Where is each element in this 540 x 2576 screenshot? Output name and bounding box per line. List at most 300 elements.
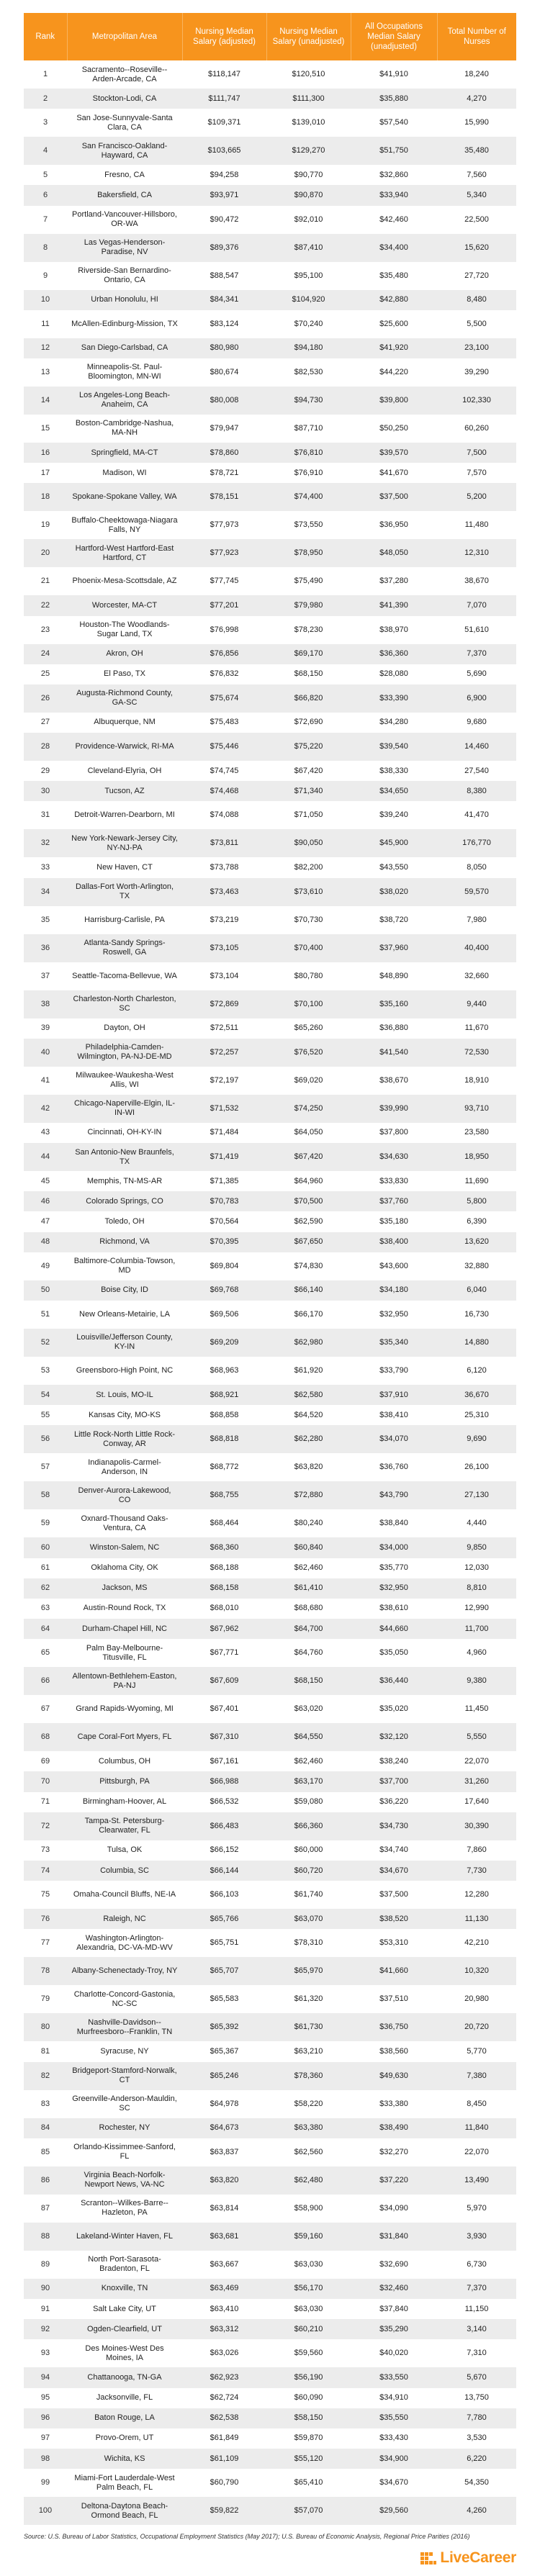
cell-total-nurses: 8,810 [437,1578,516,1599]
cell-nursing-adjusted: $74,745 [182,761,266,781]
cell-rank: 96 [24,2408,67,2428]
table-row [24,1143,516,1171]
cell-nursing-adjusted: $68,755 [182,1481,266,1509]
cell-metro: Dayton, OH [67,1018,182,1039]
cell-all-occupations: $38,400 [351,1232,437,1252]
table-row [24,934,516,962]
cell-all-occupations: $34,000 [351,1537,437,1558]
cell-nursing-unadjusted: $63,020 [266,1695,351,1723]
table-row [24,2195,516,2223]
cell-metro: Akron, OH [67,644,182,664]
cell-metro: Houston-The Woodlands-Sugar Land, TX [67,616,182,644]
cell-rank: 27 [24,713,67,733]
cell-all-occupations: $35,160 [351,990,437,1018]
cell-metro: Wichita, KS [67,2449,182,2469]
cell-metro: Des Moines-West Des Moines, IA [67,2339,182,2367]
cell-nursing-adjusted: $70,564 [182,1211,266,1231]
table-row [24,878,516,906]
cell-nursing-adjusted: $64,978 [182,2090,266,2118]
cell-nursing-adjusted: $62,724 [182,2388,266,2408]
table-row [24,2166,516,2195]
cell-all-occupations: $35,020 [351,1695,437,1723]
table-row [24,1578,516,1599]
table-row [24,165,516,185]
table-row [24,2449,516,2469]
cell-total-nurses: 6,120 [437,1357,516,1385]
cell-total-nurses: 31,260 [437,1771,516,1791]
cell-nursing-unadjusted: $74,250 [266,1095,351,1123]
cell-rank: 55 [24,1405,67,1425]
table-row [24,2090,516,2118]
cell-total-nurses: 102,330 [437,387,516,415]
cell-rank: 3 [24,109,67,137]
table-row [24,206,516,234]
cell-all-occupations: $42,880 [351,290,437,310]
cell-total-nurses: 36,670 [437,1385,516,1405]
cell-rank: 23 [24,616,67,644]
cell-nursing-adjusted: $93,971 [182,185,266,205]
cell-total-nurses: 7,560 [437,165,516,185]
cell-rank: 56 [24,1425,67,1453]
table-row [24,338,516,358]
cell-nursing-unadjusted: $65,970 [266,1957,351,1985]
cell-metro: Tucson, AZ [67,781,182,801]
table-row [24,310,516,338]
table-row [24,511,516,539]
table-row [24,1812,516,1840]
cell-nursing-adjusted: $63,820 [182,2166,266,2195]
cell-all-occupations: $37,510 [351,1985,437,2013]
cell-nursing-unadjusted: $73,610 [266,878,351,906]
cell-nursing-unadjusted: $62,560 [266,2138,351,2166]
table-row [24,1509,516,1537]
cell-all-occupations: $28,080 [351,664,437,684]
cell-rank: 75 [24,1881,67,1909]
cell-rank: 78 [24,1957,67,1985]
cell-all-occupations: $40,020 [351,2339,437,2367]
cell-metro: Baton Rouge, LA [67,2408,182,2428]
cell-nursing-unadjusted: $94,730 [266,387,351,415]
table-row [24,733,516,761]
cell-total-nurses: 93,710 [437,1095,516,1123]
cell-nursing-adjusted: $88,547 [182,262,266,290]
cell-all-occupations: $57,540 [351,109,437,137]
cell-total-nurses: 9,680 [437,713,516,733]
cell-nursing-adjusted: $72,511 [182,1018,266,1039]
cell-nursing-unadjusted: $129,270 [266,137,351,165]
table-row [24,1558,516,1578]
cell-nursing-unadjusted: $72,690 [266,713,351,733]
table-row [24,1425,516,1453]
cell-metro: Lakeland-Winter Haven, FL [67,2223,182,2251]
cell-total-nurses: 11,840 [437,2118,516,2138]
cell-nursing-adjusted: $80,980 [182,338,266,358]
cell-metro: Jacksonville, FL [67,2388,182,2408]
cell-metro: Rochester, NY [67,2118,182,2138]
cell-total-nurses: 11,700 [437,1619,516,1639]
header-total-nurses: Total Number of Nurses [437,13,516,60]
cell-nursing-adjusted: $68,818 [182,1425,266,1453]
table-row [24,1385,516,1405]
cell-nursing-adjusted: $65,246 [182,2062,266,2090]
table-row [24,1909,516,1929]
cell-total-nurses: 17,640 [437,1792,516,1812]
table-row [24,2408,516,2428]
cell-nursing-adjusted: $64,673 [182,2118,266,2138]
cell-all-occupations: $36,880 [351,1018,437,1039]
cell-total-nurses: 7,730 [437,1861,516,1881]
table-row [24,1252,516,1280]
cell-nursing-unadjusted: $63,170 [266,1771,351,1791]
cell-total-nurses: 4,260 [437,2497,516,2525]
cell-nursing-unadjusted: $62,280 [266,1425,351,1453]
table-row [24,857,516,877]
cell-nursing-unadjusted: $70,730 [266,906,351,934]
cell-rank: 50 [24,1280,67,1301]
cell-total-nurses: 25,310 [437,1405,516,1425]
cell-metro: Cleveland-Elyria, OH [67,761,182,781]
cell-all-occupations: $37,840 [351,2299,437,2319]
cell-all-occupations: $51,750 [351,137,437,165]
cell-nursing-unadjusted: $80,780 [266,962,351,990]
cell-nursing-adjusted: $103,665 [182,137,266,165]
cell-nursing-unadjusted: $70,400 [266,934,351,962]
cell-metro: Memphis, TN-MS-AR [67,1171,182,1191]
cell-nursing-unadjusted: $70,240 [266,310,351,338]
cell-rank: 87 [24,2195,67,2223]
cell-rank: 10 [24,290,67,310]
cell-nursing-adjusted: $63,667 [182,2251,266,2279]
cell-metro: Riverside-San Bernardino-Ontario, CA [67,262,182,290]
cell-metro: Omaha-Council Bluffs, NE-IA [67,1881,182,1909]
cell-metro: Albany-Schenectady-Troy, NY [67,1957,182,1985]
cell-all-occupations: $34,740 [351,1840,437,1861]
cell-nursing-unadjusted: $61,320 [266,1985,351,2013]
cell-all-occupations: $36,760 [351,1453,437,1481]
cell-rank: 65 [24,1639,67,1667]
cell-metro: St. Louis, MO-IL [67,1385,182,1405]
cell-rank: 77 [24,1929,67,1957]
cell-rank: 61 [24,1558,67,1578]
cell-total-nurses: 18,910 [437,1067,516,1095]
cell-nursing-adjusted: $68,858 [182,1405,266,1425]
cell-all-occupations: $35,880 [351,89,437,109]
table-row [24,358,516,387]
cell-metro: Harrisburg-Carlisle, PA [67,906,182,934]
cell-all-occupations: $35,770 [351,1558,437,1578]
cell-all-occupations: $34,730 [351,1812,437,1840]
cell-rank: 17 [24,463,67,483]
cell-nursing-unadjusted: $63,070 [266,1909,351,1929]
cell-metro: Little Rock-North Little Rock-Conway, AR [67,1425,182,1453]
cell-nursing-unadjusted: $56,190 [266,2367,351,2387]
cell-nursing-unadjusted: $79,980 [266,595,351,615]
cell-rank: 4 [24,137,67,165]
table-row [24,1840,516,1861]
cell-nursing-unadjusted: $75,220 [266,733,351,761]
cell-all-occupations: $35,340 [351,1329,437,1357]
cell-total-nurses: 9,850 [437,1537,516,1558]
cell-nursing-adjusted: $65,751 [182,1929,266,1957]
cell-all-occupations: $25,600 [351,310,437,338]
cell-metro: Columbus, OH [67,1751,182,1771]
cell-all-occupations: $36,440 [351,1667,437,1695]
cell-rank: 43 [24,1123,67,1143]
cell-total-nurses: 8,480 [437,290,516,310]
cell-total-nurses: 11,690 [437,1171,516,1191]
table-row [24,781,516,801]
cell-nursing-adjusted: $65,367 [182,2041,266,2061]
cell-all-occupations: $34,670 [351,2469,437,2497]
cell-nursing-adjusted: $83,124 [182,310,266,338]
cell-nursing-unadjusted: $59,870 [266,2428,351,2449]
cell-metro: Portland-Vancouver-Hillsboro, OR-WA [67,206,182,234]
cell-nursing-unadjusted: $66,170 [266,1301,351,1329]
table-row [24,684,516,713]
cell-metro: Cincinnati, OH-KY-IN [67,1123,182,1143]
cell-rank: 70 [24,1771,67,1791]
cell-all-occupations: $37,280 [351,567,437,595]
cell-rank: 76 [24,1909,67,1929]
source-note: Source: U.S. Bureau of Labor Statistics, Occupational Employment Statistics (May 2017); U.S. Bureau of Economic Analysis, Regional Price Parities (2016) [24,2533,470,2540]
cell-nursing-adjusted: $90,472 [182,206,266,234]
cell-nursing-adjusted: $94,258 [182,165,266,185]
cell-all-occupations: $35,480 [351,262,437,290]
cell-nursing-adjusted: $67,962 [182,1619,266,1639]
cell-nursing-unadjusted: $58,150 [266,2408,351,2428]
cell-metro: Dallas-Fort Worth-Arlington, TX [67,878,182,906]
cell-rank: 52 [24,1329,67,1357]
cell-all-occupations: $33,380 [351,2090,437,2118]
cell-total-nurses: 35,480 [437,137,516,165]
cell-nursing-unadjusted: $64,760 [266,1639,351,1667]
cell-total-nurses: 22,070 [437,1751,516,1771]
cell-all-occupations: $44,660 [351,1619,437,1639]
cell-rank: 1 [24,60,67,89]
cell-nursing-unadjusted: $64,960 [266,1171,351,1191]
cell-rank: 91 [24,2299,67,2319]
cell-metro: Sacramento--Roseville--Arden-Arcade, CA [67,60,182,89]
cell-rank: 86 [24,2166,67,2195]
cell-total-nurses: 11,130 [437,1909,516,1929]
cell-all-occupations: $38,240 [351,1751,437,1771]
cell-nursing-adjusted: $79,947 [182,415,266,443]
cell-total-nurses: 72,530 [437,1039,516,1067]
cell-nursing-unadjusted: $75,490 [266,567,351,595]
cell-all-occupations: $32,690 [351,2251,437,2279]
cell-metro: Greenville-Anderson-Mauldin, SC [67,2090,182,2118]
cell-all-occupations: $32,950 [351,1578,437,1599]
cell-rank: 7 [24,206,67,234]
header-all-occupations: All Occupations Median Salary (unadjusted) [351,13,437,60]
cell-nursing-unadjusted: $73,550 [266,511,351,539]
cell-total-nurses: 20,980 [437,1985,516,2013]
table-row [24,1039,516,1067]
cell-nursing-unadjusted: $58,900 [266,2195,351,2223]
cell-total-nurses: 7,860 [437,1840,516,1861]
cell-all-occupations: $33,430 [351,2428,437,2449]
cell-metro: Worcester, MA-CT [67,595,182,615]
cell-total-nurses: 5,340 [437,185,516,205]
table-row [24,713,516,733]
cell-nursing-unadjusted: $60,210 [266,2319,351,2339]
cell-rank: 35 [24,906,67,934]
cell-rank: 83 [24,2090,67,2118]
cell-total-nurses: 11,150 [437,2299,516,2319]
cell-rank: 6 [24,185,67,205]
cell-metro: Albuquerque, NM [67,713,182,733]
cell-nursing-adjusted: $77,745 [182,567,266,595]
cell-nursing-adjusted: $66,103 [182,1881,266,1909]
cell-nursing-unadjusted: $120,510 [266,60,351,89]
cell-nursing-unadjusted: $57,070 [266,2497,351,2525]
cell-all-occupations: $38,610 [351,1599,437,1619]
cell-nursing-adjusted: $71,419 [182,1143,266,1171]
cell-rank: 44 [24,1143,67,1171]
table-row [24,89,516,109]
cell-total-nurses: 14,460 [437,733,516,761]
cell-nursing-adjusted: $77,201 [182,595,266,615]
table-row [24,2062,516,2090]
cell-metro: San Diego-Carlsbad, CA [67,338,182,358]
cell-nursing-unadjusted: $69,170 [266,644,351,664]
cell-rank: 40 [24,1039,67,1067]
cell-all-occupations: $34,630 [351,1143,437,1171]
cell-nursing-unadjusted: $90,870 [266,185,351,205]
cell-metro: Provo-Orem, UT [67,2428,182,2449]
cell-nursing-unadjusted: $62,580 [266,1385,351,1405]
cell-nursing-adjusted: $73,463 [182,878,266,906]
cell-metro: Fresno, CA [67,165,182,185]
cell-nursing-unadjusted: $65,410 [266,2469,351,2497]
cell-metro: Cape Coral-Fort Myers, FL [67,1723,182,1751]
cell-nursing-unadjusted: $70,500 [266,1191,351,1211]
cell-nursing-unadjusted: $64,550 [266,1723,351,1751]
cell-rank: 92 [24,2319,67,2339]
cell-nursing-adjusted: $73,104 [182,962,266,990]
cell-all-occupations: $44,220 [351,358,437,387]
cell-nursing-unadjusted: $59,080 [266,1792,351,1812]
cell-nursing-unadjusted: $62,590 [266,1211,351,1231]
cell-nursing-adjusted: $69,804 [182,1252,266,1280]
cell-rank: 64 [24,1619,67,1639]
cell-total-nurses: 10,320 [437,1957,516,1985]
table-row [24,1771,516,1791]
cell-rank: 57 [24,1453,67,1481]
cell-nursing-unadjusted: $66,140 [266,1280,351,1301]
cell-rank: 34 [24,878,67,906]
cell-total-nurses: 5,550 [437,1723,516,1751]
cell-metro: Tampa-St. Petersburg-Clearwater, FL [67,1812,182,1840]
table-row [24,1667,516,1695]
table-row [24,1792,516,1812]
cell-all-occupations: $36,220 [351,1792,437,1812]
cell-nursing-unadjusted: $87,710 [266,415,351,443]
cell-all-occupations: $48,890 [351,962,437,990]
cell-nursing-unadjusted: $67,420 [266,1143,351,1171]
cell-total-nurses: 30,390 [437,1812,516,1840]
cell-all-occupations: $49,630 [351,2062,437,2090]
cell-rank: 97 [24,2428,67,2449]
cell-all-occupations: $33,790 [351,1357,437,1385]
cell-nursing-unadjusted: $59,560 [266,2339,351,2367]
cell-rank: 89 [24,2251,67,2279]
cell-all-occupations: $39,990 [351,1095,437,1123]
cell-nursing-unadjusted: $95,100 [266,262,351,290]
table-row [24,567,516,595]
table-row [24,1537,516,1558]
cell-nursing-adjusted: $63,026 [182,2339,266,2367]
table-row [24,1751,516,1771]
cell-all-occupations: $43,790 [351,1481,437,1509]
cell-rank: 95 [24,2388,67,2408]
cell-all-occupations: $38,520 [351,1909,437,1929]
cell-nursing-unadjusted: $68,150 [266,1667,351,1695]
cell-rank: 90 [24,2279,67,2299]
table-row [24,2319,516,2339]
cell-nursing-adjusted: $77,923 [182,539,266,567]
cell-rank: 5 [24,165,67,185]
cell-nursing-unadjusted: $66,360 [266,1812,351,1840]
cell-rank: 68 [24,1723,67,1751]
cell-metro: Spokane-Spokane Valley, WA [67,483,182,511]
cell-total-nurses: 4,440 [437,1509,516,1537]
cell-total-nurses: 12,990 [437,1599,516,1619]
cell-total-nurses: 7,370 [437,644,516,664]
table-row [24,1211,516,1231]
cell-nursing-adjusted: $78,151 [182,483,266,511]
cell-all-occupations: $38,330 [351,761,437,781]
cell-all-occupations: $34,180 [351,1280,437,1301]
cell-all-occupations: $41,660 [351,1957,437,1985]
table-row [24,2339,516,2367]
cell-nursing-unadjusted: $90,050 [266,829,351,857]
cell-total-nurses: 7,310 [437,2339,516,2367]
cell-metro: Indianapolis-Carmel-Anderson, IN [67,1453,182,1481]
cell-metro: Toledo, OH [67,1211,182,1231]
cell-nursing-unadjusted: $56,170 [266,2279,351,2299]
cell-metro: Grand Rapids-Wyoming, MI [67,1695,182,1723]
cell-rank: 37 [24,962,67,990]
cell-total-nurses: 5,770 [437,2041,516,2061]
cell-metro: Scranton--Wilkes-Barre--Hazleton, PA [67,2195,182,2223]
cell-nursing-unadjusted: $82,200 [266,857,351,877]
cell-rank: 66 [24,1667,67,1695]
cell-nursing-adjusted: $59,822 [182,2497,266,2525]
cell-all-occupations: $39,540 [351,733,437,761]
cell-nursing-unadjusted: $76,520 [266,1039,351,1067]
cell-all-occupations: $33,390 [351,684,437,713]
cell-nursing-adjusted: $118,147 [182,60,266,89]
cell-nursing-adjusted: $62,538 [182,2408,266,2428]
cell-total-nurses: 9,440 [437,990,516,1018]
cell-nursing-adjusted: $76,832 [182,664,266,684]
cell-total-nurses: 60,260 [437,415,516,443]
table-row [24,2251,516,2279]
cell-all-occupations: $38,410 [351,1405,437,1425]
cell-nursing-adjusted: $68,188 [182,1558,266,1578]
table-row [24,664,516,684]
cell-nursing-adjusted: $68,772 [182,1453,266,1481]
cell-nursing-adjusted: $62,923 [182,2367,266,2387]
cell-metro: Urban Honolulu, HI [67,290,182,310]
cell-nursing-adjusted: $72,197 [182,1067,266,1095]
cell-rank: 36 [24,934,67,962]
cell-rank: 18 [24,483,67,511]
cell-total-nurses: 15,990 [437,109,516,137]
cell-nursing-adjusted: $75,674 [182,684,266,713]
cell-total-nurses: 23,100 [437,338,516,358]
